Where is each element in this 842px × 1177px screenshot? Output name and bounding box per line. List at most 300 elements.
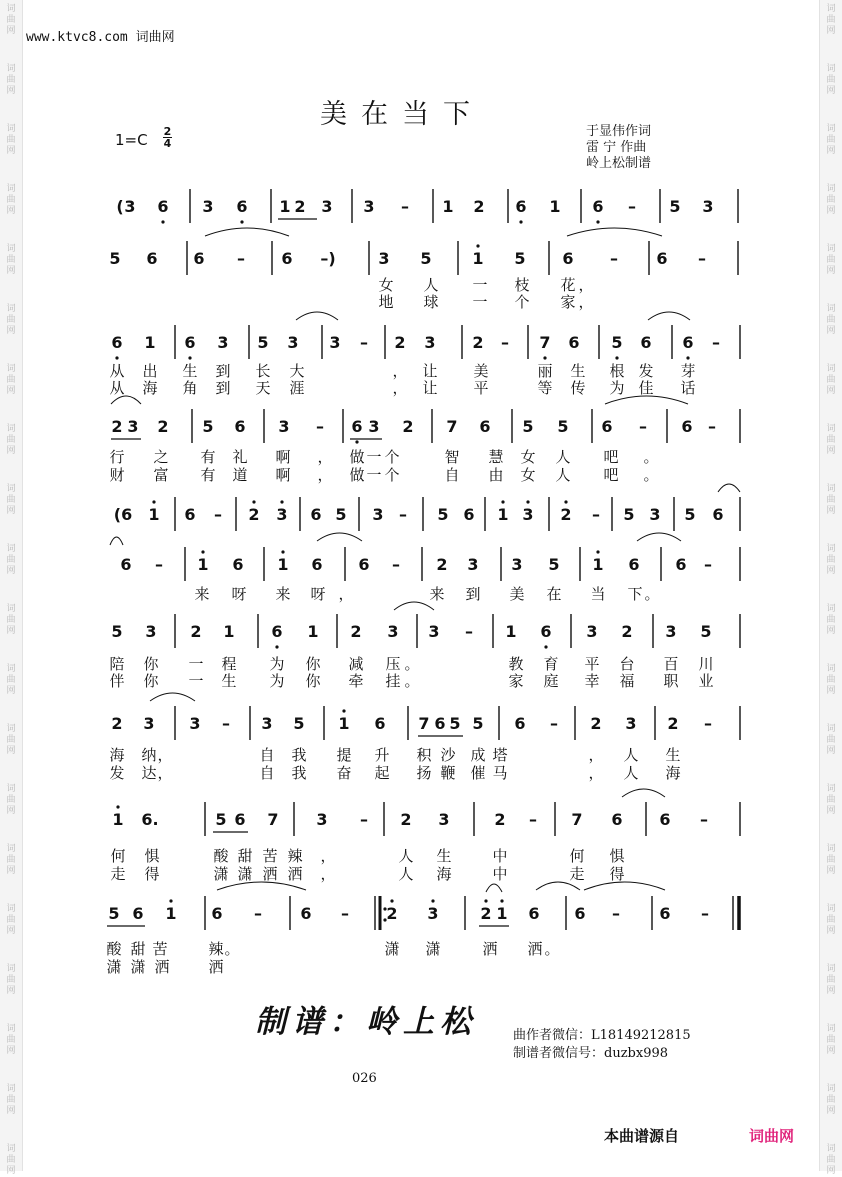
watermark-text: 词 曲 网 (826, 4, 836, 36)
note: 3 (702, 197, 714, 216)
lyric-char: 根 (609, 362, 625, 380)
watermark-text: 词 曲 网 (826, 124, 836, 156)
lyric-char: 地 (378, 293, 394, 311)
lyric-char: 芽 (680, 362, 696, 380)
lyric-char: ， (157, 764, 173, 782)
lyric-char: 苦 (262, 847, 278, 865)
note: 2 (400, 810, 412, 829)
octave-dot (476, 244, 479, 247)
note: 1 (472, 249, 484, 268)
lyric-char: 来 (275, 585, 291, 603)
note: 1 (497, 505, 509, 524)
note: 5 (293, 714, 305, 733)
note: 6 (374, 714, 386, 733)
tie-slur (567, 228, 662, 236)
lyric-char: 走 (569, 865, 585, 883)
note: 3 (363, 197, 375, 216)
octave-dot (686, 356, 689, 359)
site-url[interactable]: www.ktvc8.com 词曲网 (26, 30, 175, 45)
watermark-text: 词 曲 网 (826, 784, 836, 816)
lyric-char: 潇 (130, 958, 146, 976)
lyric-char: 等 (537, 379, 553, 397)
octave-dot (280, 500, 283, 503)
note: 1 (112, 810, 124, 829)
lyric-char: 纳 (141, 746, 157, 764)
tie-slur (637, 533, 681, 541)
watermark-text: 词 曲 网 (826, 1084, 836, 1116)
lyric-char: 沙 (440, 746, 456, 764)
note: 1 (279, 197, 291, 216)
note: – (698, 249, 706, 268)
note: 1 (165, 904, 177, 923)
note: 5 (623, 505, 635, 524)
lyric-char: 富 (153, 466, 169, 484)
tie-slur (394, 602, 434, 610)
note: 1 (148, 505, 160, 524)
note: 1 (223, 622, 235, 641)
note: 3 (372, 505, 384, 524)
lyric-char: 生 (221, 672, 237, 690)
note: 3 (278, 417, 290, 436)
note: 5 (420, 249, 432, 268)
note: 3 (189, 714, 201, 733)
tie-slur (605, 396, 688, 404)
note: 6 (232, 555, 244, 574)
note: 5 (557, 417, 569, 436)
watermark-text: 词 曲 网 (6, 544, 16, 576)
note: 2 (190, 622, 202, 641)
note: 6 (592, 197, 604, 216)
watermark-text: 词 曲 网 (6, 364, 16, 396)
lyric-char: 个 (384, 466, 400, 484)
lyric-char: 何 (110, 847, 126, 865)
note: 2 (111, 714, 123, 733)
note: 6 (540, 622, 552, 641)
note: 6 (281, 249, 293, 268)
lyric-char: 慧 (488, 448, 504, 466)
lyric-char: 当 (590, 585, 606, 603)
lyric-char: 洒 (262, 865, 278, 883)
octave-dot (596, 220, 599, 223)
tie-slur (648, 312, 690, 320)
note: – (392, 555, 400, 574)
note: 6 (611, 810, 623, 829)
lyric-char: 伴 (109, 672, 125, 690)
lyric-char: ， (157, 746, 173, 764)
lyric-char: 从 (109, 379, 125, 397)
note: 3 (424, 333, 436, 352)
lyric-char: 佳 (638, 379, 654, 397)
watermark-text: 词 曲 网 (6, 964, 16, 996)
note: 6 (514, 714, 526, 733)
note: – (341, 904, 349, 923)
note: 2 (494, 810, 506, 829)
watermark-text: 词 曲 网 (6, 184, 16, 216)
note: – (628, 197, 636, 216)
watermark-text: 词 曲 网 (826, 724, 836, 756)
note: – (360, 333, 368, 352)
note: – (712, 333, 720, 352)
lyric-char: 人 (398, 847, 414, 865)
lyric-char: ， (392, 379, 408, 397)
lyric-char: ， (588, 746, 604, 764)
watermark-text: 词 曲 网 (6, 724, 16, 756)
lyric-char: 平 (584, 655, 600, 673)
lyric-char: 催 (470, 764, 486, 782)
lyric-char: 幸 (584, 672, 600, 690)
lyric-char: 牵 (348, 672, 364, 690)
note: 3 (387, 622, 399, 641)
note: 6 (236, 197, 248, 216)
lyric-char: 提 (336, 746, 352, 764)
song-title: 美在当下 (320, 99, 484, 130)
signature: 制谱：岭上松 (255, 1004, 477, 1040)
note: 3 (145, 622, 157, 641)
note: 1 (277, 555, 289, 574)
note: 7 (446, 417, 458, 436)
arranger-contact: 制谱者微信号：duzbx998 (513, 1046, 669, 1061)
lyric-char: 减 (348, 655, 364, 673)
lyric-char: 庭 (543, 672, 559, 690)
tie-slur (205, 228, 289, 236)
lyric-char: 走 (110, 865, 126, 883)
lyric-char: 海 (109, 746, 125, 764)
lyric-char: 做 (349, 448, 365, 466)
lyric-char: 。 (404, 672, 420, 690)
note: 2 (436, 555, 448, 574)
note: 5 (514, 249, 526, 268)
octave-dot (383, 907, 386, 910)
note: (6 (113, 505, 133, 524)
note: 3 (321, 197, 333, 216)
note: 5 (257, 333, 269, 352)
lyric-char: 达 (141, 764, 157, 782)
note: – (316, 417, 324, 436)
octave-dot (500, 899, 503, 902)
octave-dot (383, 918, 386, 921)
note: 6 (640, 333, 652, 352)
octave-dot (201, 550, 204, 553)
lyric-char: 让 (422, 379, 438, 397)
watermark-text: 词 曲 网 (6, 124, 16, 156)
octave-dot (115, 356, 118, 359)
lyric-char: 起 (374, 764, 390, 782)
watermark-text: 词 曲 网 (6, 304, 16, 336)
lyric-char: 何 (569, 847, 585, 865)
note: 5 (202, 417, 214, 436)
note: – (708, 417, 716, 436)
lyric-char: 个 (384, 448, 400, 466)
composer-contact: 曲作者微信：L18149212815 (513, 1028, 691, 1043)
watermark-text: 词 曲 网 (826, 484, 836, 516)
tie-slur (111, 396, 141, 404)
note: 5 (669, 197, 681, 216)
note: 1 (144, 333, 156, 352)
lyric-char: ， (392, 362, 408, 380)
lyric-char: 潇 (213, 865, 229, 883)
lyric-char: 自 (444, 466, 460, 484)
note: 6 (146, 249, 158, 268)
lyric-char: 酸 (106, 940, 122, 958)
octave-dot (390, 899, 393, 902)
lyric-char: 。 (643, 466, 659, 484)
note: 6 (568, 333, 580, 352)
lyric-char: 海 (665, 764, 681, 782)
lyric-char: 洒 (527, 940, 543, 958)
note: 6 (132, 904, 144, 923)
lyric-char: 道 (232, 466, 248, 484)
note: 7 (418, 714, 430, 733)
note: – (550, 714, 558, 733)
note: 2 (473, 197, 485, 216)
note: 5 (472, 714, 484, 733)
note: 7 (539, 333, 551, 352)
lyric-char: 你 (305, 655, 321, 673)
note: 6 (311, 555, 323, 574)
note: 3 (287, 333, 299, 352)
lyric-char: 有 (200, 466, 216, 484)
note: 3 (143, 714, 155, 733)
note: – (592, 505, 600, 524)
note: 1 (307, 622, 319, 641)
lyric-char: 业 (698, 672, 714, 690)
note: 2 (480, 904, 492, 923)
note: 5 (335, 505, 347, 524)
note: 5 (700, 622, 712, 641)
note: 2 (394, 333, 406, 352)
note: 6 (184, 505, 196, 524)
lyricist-credit: 于显伟作词 (586, 124, 652, 139)
watermark-text: 词 曲 网 (6, 424, 16, 456)
lyric-char: 人 (555, 448, 571, 466)
octave-dot (519, 220, 522, 223)
note: 6 (528, 904, 540, 923)
time-signature-top: 2 (163, 125, 172, 138)
lyric-char: 成 (470, 746, 486, 764)
lyric-char: 啊 (275, 448, 291, 466)
lyric-char: 得 (144, 865, 160, 883)
note: 3 (202, 197, 214, 216)
lyric-char: 由 (488, 466, 504, 484)
lyric-char: 家 (560, 293, 576, 311)
octave-dot (543, 356, 546, 359)
lyric-char: ， (320, 847, 336, 865)
lyric-char: 之 (153, 448, 169, 466)
lyric-char: 生 (665, 746, 681, 764)
note: 3 (428, 622, 440, 641)
note: 3 (438, 810, 450, 829)
note: – (501, 333, 509, 352)
arranger-credit: 岭上松制谱 (586, 156, 652, 171)
tie-slur (317, 533, 362, 541)
note: 6 (601, 417, 613, 436)
lyric-char: ， (578, 293, 594, 311)
note: 6 (682, 333, 694, 352)
lyric-char: 育 (543, 655, 559, 673)
watermark-text: 词 曲 网 (826, 964, 836, 996)
lyric-char: 女 (520, 466, 536, 484)
lyric-char: 洒 (208, 958, 224, 976)
lyric-char: 人 (398, 865, 414, 883)
lyric-char: 一 (472, 276, 488, 294)
note: 6 (479, 417, 491, 436)
octave-dot (152, 500, 155, 503)
lyric-char: 中 (492, 847, 508, 865)
lyric-char: 海 (142, 379, 158, 397)
octave-dot (281, 550, 284, 553)
note: 3 (127, 417, 139, 436)
note: – (254, 904, 262, 923)
lyric-char: 得 (609, 865, 625, 883)
watermark-text: 词 曲 网 (6, 1024, 16, 1056)
lyric-char: 下 (627, 585, 643, 603)
note: – (639, 417, 647, 436)
lyric-char: 人 (423, 276, 439, 294)
lyric-char: 美 (473, 362, 489, 380)
lyric-char: 平 (473, 379, 489, 397)
lyric-char: 海 (436, 865, 452, 883)
note: 2 (248, 505, 260, 524)
watermark-text: 词 曲 网 (826, 364, 836, 396)
lyric-char: 塔 (492, 746, 508, 764)
note: – (401, 197, 409, 216)
lyric-char: 天 (255, 379, 271, 397)
tie-slur (217, 882, 306, 890)
lyric-char: ， (588, 764, 604, 782)
note: 1 (197, 555, 209, 574)
note: – (155, 555, 163, 574)
note: 3 (316, 810, 328, 829)
note: 1 (338, 714, 350, 733)
lyric-char: 鞭 (440, 764, 456, 782)
note: 1 (549, 197, 561, 216)
watermark-text: 词 曲 网 (6, 1084, 16, 1116)
lyric-char: 出 (142, 362, 158, 380)
note: 1 (592, 555, 604, 574)
note: – (237, 249, 245, 268)
source-label: 本曲谱源自 (604, 1127, 680, 1145)
lyric-char: 生 (436, 847, 452, 865)
octave-dot (355, 440, 358, 443)
lyric-char: 甜 (130, 940, 146, 958)
note: 5 (108, 904, 120, 923)
note: 2 (667, 714, 679, 733)
note: 5 (611, 333, 623, 352)
watermark-text: 词 曲 网 (6, 1144, 16, 1176)
lyric-char: 潇 (237, 865, 253, 883)
note: 5 (111, 622, 123, 641)
note: 6 (271, 622, 283, 641)
note: 6 (463, 505, 475, 524)
note: 6 (120, 555, 132, 574)
lyric-char: 。 (224, 940, 240, 958)
lyric-char: 大 (289, 362, 305, 380)
tie-slur (536, 882, 580, 890)
note: 3 (625, 714, 637, 733)
lyric-char: 为 (609, 379, 625, 397)
lyric-char: 压 (385, 655, 401, 673)
note: 5 (449, 714, 461, 733)
lyric-char: 为 (269, 672, 285, 690)
watermark-text: 词 曲 网 (826, 304, 836, 336)
watermark-text: 词 曲 网 (826, 544, 836, 576)
tie-slur (718, 484, 740, 492)
lyric-char: 个 (514, 293, 530, 311)
lyric-char: 百 (663, 655, 679, 673)
note: 6. (141, 810, 159, 829)
note: 6 (111, 333, 123, 352)
note: 5 (215, 810, 227, 829)
lyric-char: 升 (374, 746, 390, 764)
note: 2 (402, 417, 414, 436)
lyric-char: 辣 (287, 847, 303, 865)
lyric-char: 传 (570, 379, 586, 397)
lyric-char: 自 (259, 746, 275, 764)
lyric-char: 长 (255, 362, 271, 380)
lyric-char: 有 (200, 448, 216, 466)
watermark-text: 词 曲 网 (6, 904, 16, 936)
note: 6 (515, 197, 527, 216)
note: 2 (350, 622, 362, 641)
lyric-char: ， (338, 585, 354, 603)
lyric-char: 苦 (152, 940, 168, 958)
tie-slur (296, 312, 338, 320)
note: 6 (659, 904, 671, 923)
lyric-char: 人 (623, 746, 639, 764)
note: 3 (329, 333, 341, 352)
note: 3 (467, 555, 479, 574)
lyric-char: 马 (492, 764, 508, 782)
lyric-char: 我 (291, 746, 307, 764)
lyric-char: 涯 (289, 379, 305, 397)
octave-dot (188, 356, 191, 359)
tie-slur (150, 693, 195, 701)
note: 6 (234, 417, 246, 436)
lyric-char: 来 (194, 585, 210, 603)
watermark-text: 词 曲 网 (826, 604, 836, 636)
lyric-char: 陪 (109, 655, 125, 673)
lyric-char: 自 (259, 764, 275, 782)
source-brand[interactable]: 词曲网 (749, 1127, 795, 1145)
note: 3 (522, 505, 534, 524)
note: 2 (157, 417, 169, 436)
page-number: 026 (352, 1071, 377, 1086)
note: 5 (684, 505, 696, 524)
watermark-text: 词 曲 网 (6, 664, 16, 696)
lyric-char: 程 (221, 655, 237, 673)
lyric-char: 发 (109, 764, 125, 782)
lyric-char: 潇 (384, 940, 400, 958)
lyric-char: 女 (378, 276, 394, 294)
note: 3 (586, 622, 598, 641)
octave-dot (564, 500, 567, 503)
note: 1 (496, 904, 508, 923)
note: 3 (511, 555, 523, 574)
note: 3 (124, 197, 136, 216)
lyric-char: 角 (182, 379, 198, 397)
lyric-char: 川 (698, 655, 714, 673)
lyric-char: 吧 (603, 466, 619, 484)
lyric-char: 。 (544, 940, 560, 958)
lyric-char: 我 (291, 764, 307, 782)
watermark-text: 词 曲 网 (6, 244, 16, 276)
lyric-char: 一 (472, 293, 488, 311)
watermark-text: 词 曲 网 (826, 844, 836, 876)
lyric-char: 台 (619, 655, 635, 673)
note: 6 (300, 904, 312, 923)
note: 6 (184, 333, 196, 352)
lyric-char: 你 (143, 655, 159, 673)
